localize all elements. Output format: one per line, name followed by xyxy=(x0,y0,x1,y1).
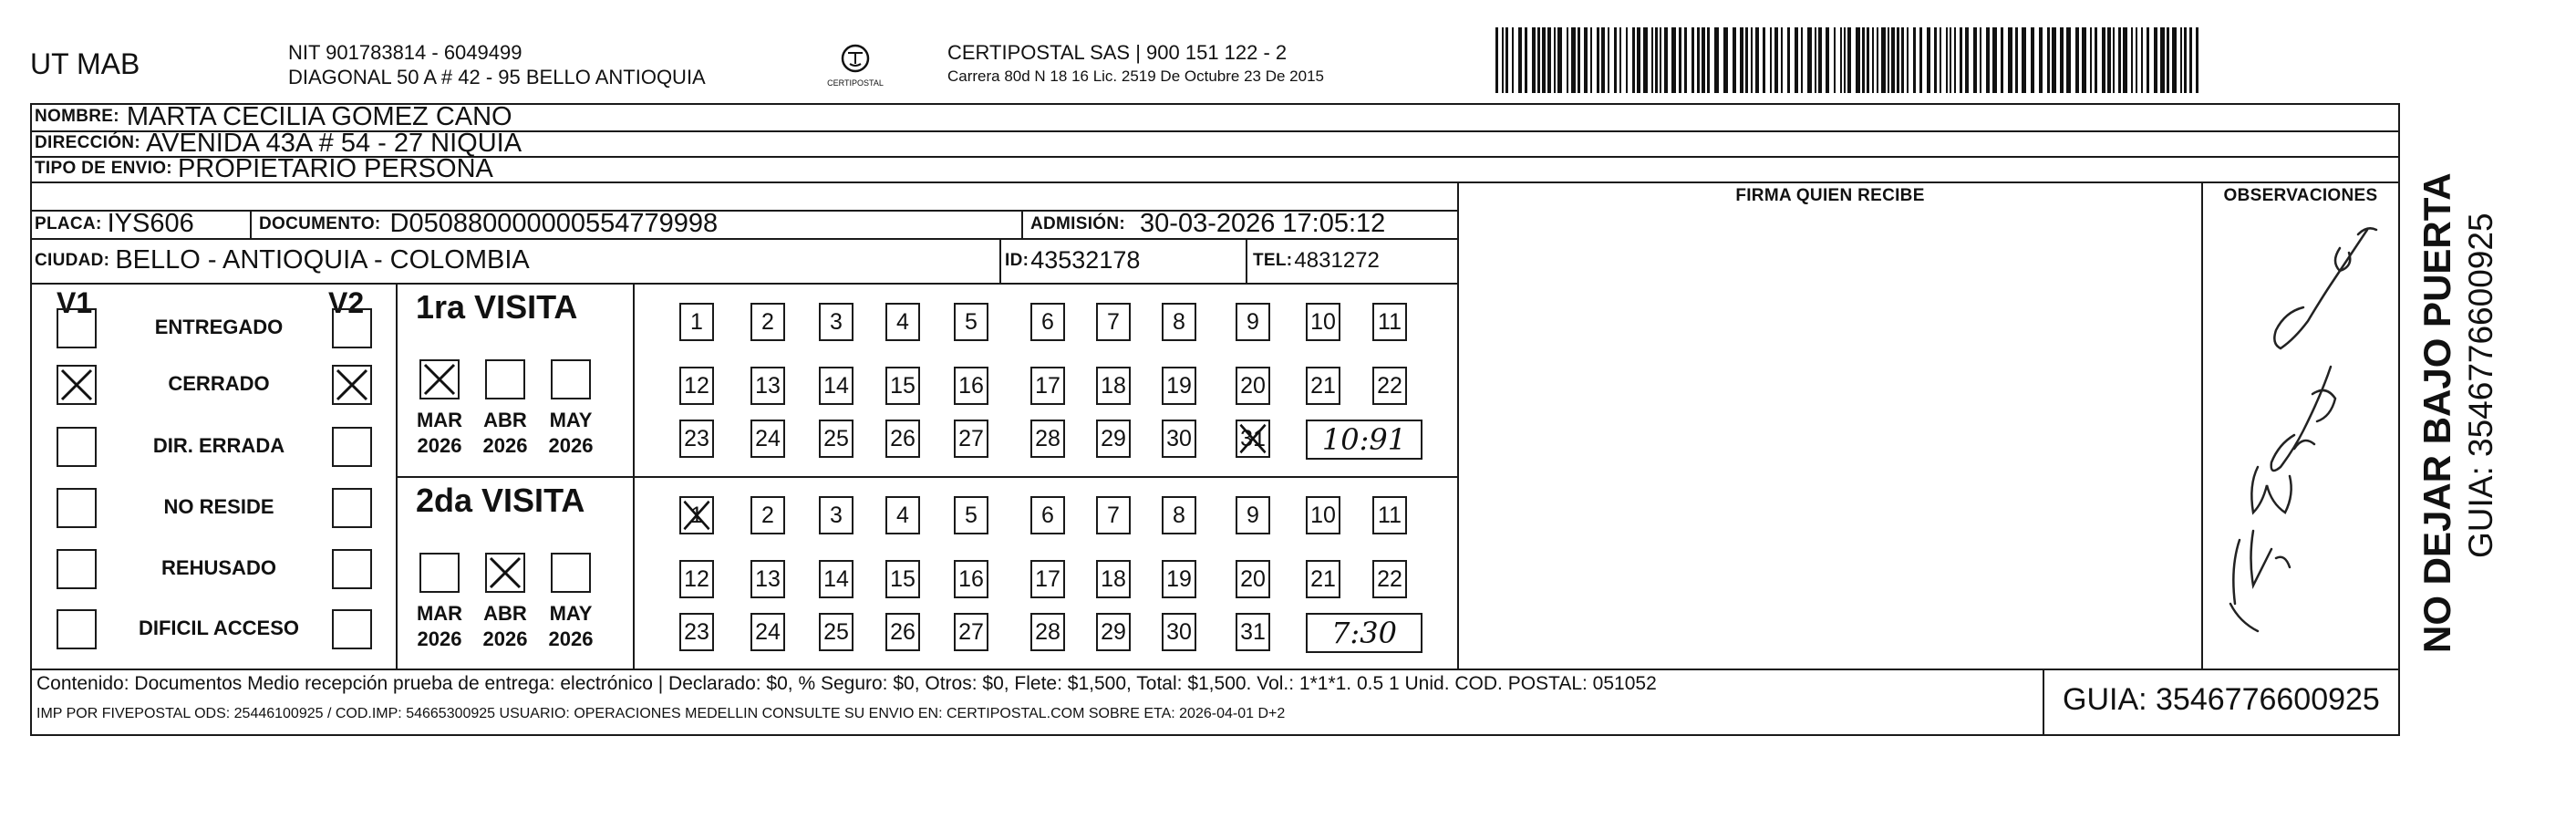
barcode-bar xyxy=(2102,27,2105,93)
barcode-bar xyxy=(1505,27,1508,93)
v1-checkbox[interactable] xyxy=(57,427,97,467)
v2-checkbox[interactable] xyxy=(332,488,372,528)
day-cell[interactable]: 15 xyxy=(885,560,920,598)
footer-line-2: IMP POR FIVEPOSTAL ODS: 25446100925 / COD.IMP: 54665300925 USUARIO: OPERACIONES MEDELLIN CONSULTE SU ENVIO EN: CERTIPOSTAL.COM SOBRE ETA: 2026-04-01 D+2 xyxy=(36,706,1286,721)
month-checkbox[interactable] xyxy=(419,553,460,593)
barcode-bar xyxy=(2095,27,2097,93)
tel-label: TEL: xyxy=(1253,250,1293,270)
barcode-bar xyxy=(1781,27,1783,93)
day-cell[interactable]: 18 xyxy=(1096,367,1131,405)
barcode-bar xyxy=(2118,27,2121,93)
barcode-bar xyxy=(2184,27,2187,93)
day-cell[interactable]: 16 xyxy=(954,367,988,405)
day-cell[interactable]: 8 xyxy=(1162,303,1196,341)
barcode-bar xyxy=(1597,27,1599,93)
barcode-bar xyxy=(1934,27,1937,93)
barcode-bar xyxy=(1537,27,1540,93)
status-option-label: REHUSADO xyxy=(161,556,276,579)
barcode-bar xyxy=(1608,27,1609,93)
barcode-bar xyxy=(1655,27,1658,93)
day-cell[interactable]: 11 xyxy=(1372,496,1407,534)
visit-title: 2da VISITA xyxy=(416,482,585,519)
barcode-bar xyxy=(2031,27,2034,93)
year-label: 2026 xyxy=(548,627,594,650)
month-checkbox[interactable] xyxy=(551,359,591,399)
day-cell[interactable]: 17 xyxy=(1030,560,1065,598)
frame-bottom xyxy=(30,734,2400,736)
year-label: 2026 xyxy=(482,434,528,457)
barcode-bar xyxy=(1844,27,1846,93)
barcode-bar xyxy=(1927,27,1930,93)
barcode-bar xyxy=(1862,27,1865,93)
barcode-bar xyxy=(1614,27,1617,93)
documento-value: D050880000000554779998 xyxy=(389,209,719,238)
day-cell[interactable]: 12 xyxy=(679,367,714,405)
tipo-label: TIPO DE ENVIO: xyxy=(35,159,172,178)
day-cell[interactable]: 19 xyxy=(1162,367,1196,405)
day-cell[interactable]: 2 xyxy=(750,496,785,534)
placa-value: IYS606 xyxy=(107,209,194,238)
certipostal-logo-icon xyxy=(826,40,885,95)
footer-guia: GUIA: 3546776600925 xyxy=(2063,682,2380,717)
barcode-bar xyxy=(2167,27,2169,93)
barcode-bar xyxy=(2113,27,2115,93)
day-cell[interactable]: 22 xyxy=(1372,560,1407,598)
tel-divider xyxy=(1246,238,1247,283)
ciudad-label: CIUDAD: xyxy=(35,250,110,270)
observaciones-label: OBSERVACIONES xyxy=(2223,186,2378,205)
barcode-bar xyxy=(1897,27,1899,93)
day-cell[interactable]: 16 xyxy=(954,560,988,598)
barcode-bar xyxy=(1787,27,1790,93)
documento-row xyxy=(259,210,718,238)
day-cell[interactable]: 23 xyxy=(679,613,714,651)
footer-top xyxy=(30,669,2400,670)
barcode-bar xyxy=(1946,27,1948,93)
barcode-bar xyxy=(1637,27,1640,93)
barcode-bar xyxy=(1733,27,1736,93)
barcode-bar xyxy=(2131,27,2133,93)
barcode-bar xyxy=(1992,27,1997,93)
barcode-bar xyxy=(1751,27,1753,93)
barcode-bar xyxy=(1707,27,1710,93)
v2-checkbox[interactable] xyxy=(332,427,372,467)
barcode-bar xyxy=(1578,27,1580,93)
barcode-bar xyxy=(1818,27,1822,93)
barcode-bar xyxy=(1571,27,1576,93)
barcode-bar xyxy=(2147,27,2149,93)
x-mark-icon xyxy=(421,361,458,398)
visit-time[interactable]: 7:30 xyxy=(1306,613,1422,653)
tel-row xyxy=(1253,246,1380,275)
v2-checkbox[interactable] xyxy=(332,609,372,649)
day-cell[interactable]: 25 xyxy=(819,420,853,458)
barcode-bar xyxy=(1973,27,1977,93)
barcode-bar xyxy=(1913,27,1916,93)
barcode-bar xyxy=(1714,27,1719,93)
v1-checkbox[interactable] xyxy=(57,549,97,589)
frame-right xyxy=(2398,103,2400,736)
day-cell[interactable]: 1 xyxy=(679,303,714,341)
nombre-row xyxy=(35,103,512,130)
barcode-bar xyxy=(2075,27,2079,93)
barcode-bar xyxy=(1960,27,1962,93)
barcode-bar xyxy=(2022,27,2026,93)
year-label: 2026 xyxy=(417,434,462,457)
barcode-bar xyxy=(2001,27,2003,93)
status-option-label: ENTREGADO xyxy=(154,316,284,338)
v2-checkbox[interactable] xyxy=(332,365,372,405)
nombre-value: MARTA CECILIA GOMEZ CANO xyxy=(126,101,512,131)
day-number: 31 xyxy=(1240,426,1266,451)
barcode-bar xyxy=(2066,27,2071,93)
day-cell[interactable]: 17 xyxy=(1030,367,1065,405)
barcode-bar xyxy=(1840,27,1842,93)
admision-value: 30-03-2026 17:05:12 xyxy=(1140,209,1386,238)
barcode-bar xyxy=(2141,27,2143,93)
day-cell[interactable]: 7 xyxy=(1096,496,1131,534)
barcode-bar xyxy=(1774,27,1778,93)
sender-name: UT MAB xyxy=(30,47,140,80)
barcode-bar xyxy=(1763,27,1765,93)
barcode-bar xyxy=(1872,27,1874,93)
barcode-bar xyxy=(2180,27,2182,93)
v1-checkbox[interactable] xyxy=(57,488,97,528)
barcode-bar xyxy=(1755,27,1759,93)
footer-line-1: Contenido: Documentos Medio recepción prueba de entrega: electrónico | Declarado: $0, % Seguro: $0, Otros: $0, Flete: $1,500, Total: $1,500. Vol.: 1*1*1. 0.5 1 Unid. COD. POSTAL: 051052 xyxy=(36,673,1657,694)
barcode-bar xyxy=(1702,27,1705,93)
day-cell[interactable]: 14 xyxy=(819,367,853,405)
firma-header xyxy=(1459,181,2201,210)
day-cell[interactable]: 19 xyxy=(1162,560,1196,598)
day-cell[interactable]: 15 xyxy=(885,367,920,405)
day-cell[interactable]: 8 xyxy=(1162,496,1196,534)
barcode-bar xyxy=(1557,27,1562,93)
frame-left xyxy=(30,103,32,736)
day-cell[interactable]: 26 xyxy=(885,613,920,651)
barcode-bar xyxy=(2052,27,2056,93)
tel-value: 4831272 xyxy=(1294,247,1380,273)
day-cell[interactable]: 27 xyxy=(954,613,988,651)
day-cell[interactable]: 31 xyxy=(1236,613,1270,651)
barcode-bar xyxy=(1525,27,1527,93)
x-mark-icon xyxy=(58,367,95,403)
day-number: 1 xyxy=(690,503,703,528)
barcode-bar xyxy=(1532,27,1536,93)
barcode-bar xyxy=(1697,27,1700,93)
day-cell[interactable] xyxy=(679,496,714,534)
month-label: MAR xyxy=(416,602,463,625)
barcode-bar xyxy=(1907,27,1909,93)
barcode-bar xyxy=(1590,27,1592,93)
v2-checkbox[interactable] xyxy=(332,549,372,589)
footer-guia-divider xyxy=(2043,669,2044,734)
no-dejar-warning: NO DEJAR BAJO PUERTA xyxy=(2416,172,2458,653)
barcode-bar xyxy=(1512,27,1514,93)
tipo-row xyxy=(35,153,493,183)
barcode-bar xyxy=(2015,27,2018,93)
visit-divider xyxy=(396,476,1457,478)
barcode-bar xyxy=(1643,27,1648,93)
barcode-bar xyxy=(1847,27,1851,93)
barcode-bar xyxy=(1965,27,1969,93)
id-label: ID: xyxy=(1005,250,1029,270)
month-checkbox[interactable] xyxy=(485,553,525,593)
day-cell[interactable]: 25 xyxy=(819,613,853,651)
barcode-bar xyxy=(2172,27,2177,93)
day-cell[interactable]: 6 xyxy=(1030,496,1065,534)
ciudad-value: BELLO - ANTIOQUIA - COLOMBIA xyxy=(115,245,530,275)
admision-row xyxy=(1030,210,1385,238)
barcode-bar xyxy=(1601,27,1605,93)
placa-row xyxy=(35,210,194,238)
v2-label: V2 xyxy=(328,286,365,319)
barcode-bar xyxy=(1684,27,1687,93)
v1-checkbox[interactable] xyxy=(57,308,97,348)
barcode-bar xyxy=(1807,27,1812,93)
day-cell[interactable]: 6 xyxy=(1030,303,1065,341)
month-label: ABR xyxy=(483,602,527,625)
barcode-bar xyxy=(2189,27,2192,93)
barcode-bar xyxy=(1856,27,1860,93)
barcode-bar xyxy=(1770,27,1772,93)
day-cell[interactable]: 9 xyxy=(1236,496,1270,534)
status-divider xyxy=(396,283,398,669)
barcode-bar xyxy=(1723,27,1728,93)
id-value: 43532178 xyxy=(1030,246,1141,274)
handwriting-strokes xyxy=(2203,212,2398,668)
day-cell[interactable]: 5 xyxy=(954,303,988,341)
status-option-label: DIR. ERRADA xyxy=(152,434,285,457)
barcode-bar xyxy=(1632,27,1635,93)
barcode-bar xyxy=(1826,27,1829,93)
day-cell[interactable]: 4 xyxy=(885,496,920,534)
firma-left xyxy=(1457,181,1459,669)
month-label: MAR xyxy=(416,409,463,431)
day-cell[interactable]: 29 xyxy=(1096,613,1131,651)
barcode-bar xyxy=(1867,27,1869,93)
barcode-bar xyxy=(1986,27,1990,93)
day-cell[interactable]: 21 xyxy=(1306,560,1340,598)
year-label: 2026 xyxy=(417,627,462,650)
barcode-bar xyxy=(1691,27,1694,93)
barcode xyxy=(1495,27,2199,93)
day-cell[interactable]: 12 xyxy=(679,560,714,598)
v1-checkbox[interactable] xyxy=(57,609,97,649)
handwritten-signature xyxy=(2203,212,2398,668)
day-cell[interactable]: 20 xyxy=(1236,367,1270,405)
day-cell[interactable]: 13 xyxy=(750,367,785,405)
day-cell[interactable]: 10 xyxy=(1306,303,1340,341)
sender-nit: NIT 901783814 - 6049499 xyxy=(288,41,522,64)
month-checkbox[interactable] xyxy=(485,359,525,399)
day-cell[interactable]: 28 xyxy=(1030,420,1065,458)
barcode-bar xyxy=(1495,27,1498,93)
month-checkbox[interactable] xyxy=(419,359,460,399)
barcode-bar xyxy=(2136,27,2137,93)
day-cell[interactable]: 2 xyxy=(750,303,785,341)
barcode-bar xyxy=(2082,27,2086,93)
ciudad-row xyxy=(35,246,530,275)
documento-label: DOCUMENTO: xyxy=(259,213,381,233)
day-cell[interactable]: 3 xyxy=(819,303,853,341)
barcode-bar xyxy=(1660,27,1661,93)
day-cell[interactable]: 13 xyxy=(750,560,785,598)
day-cell[interactable]: 23 xyxy=(679,420,714,458)
admision-label: ADMISIÓN: xyxy=(1030,213,1126,233)
placa-label: PLACA: xyxy=(35,213,102,233)
barcode-bar xyxy=(1502,27,1504,93)
barcode-bar xyxy=(2154,27,2157,93)
barcode-bar xyxy=(1567,27,1568,93)
barcode-bar xyxy=(1554,27,1556,93)
direccion-row xyxy=(35,130,522,156)
status-option-label: CERRADO xyxy=(168,372,270,395)
day-cell[interactable]: 5 xyxy=(954,496,988,534)
barcode-bar xyxy=(1940,27,1941,93)
day-cell[interactable]: 18 xyxy=(1096,560,1131,598)
barcode-bar xyxy=(2107,27,2111,93)
x-mark-icon xyxy=(334,367,370,403)
barcode-bar xyxy=(1801,27,1803,93)
id-divider xyxy=(999,238,1001,283)
barcode-bar xyxy=(2008,27,2012,93)
day-cell[interactable]: 11 xyxy=(1372,303,1407,341)
sender-address: DIAGONAL 50 A # 42 - 95 BELLO ANTIOQUIA xyxy=(288,66,706,88)
barcode-bar xyxy=(1626,27,1628,93)
barcode-bar xyxy=(1954,27,1956,93)
barcode-bar xyxy=(2060,27,2064,93)
barcode-bar xyxy=(1881,27,1886,93)
barcode-bar xyxy=(1671,27,1676,93)
barcode-bar xyxy=(1877,27,1878,93)
year-label: 2026 xyxy=(482,627,528,650)
admision-divider xyxy=(1021,210,1023,238)
day-cell[interactable]: 10 xyxy=(1306,496,1340,534)
x-mark-icon xyxy=(487,555,523,591)
barcode-bar xyxy=(1888,27,1889,93)
firma-label: FIRMA QUIEN RECIBE xyxy=(1735,186,1925,205)
barcode-bar xyxy=(1542,27,1546,93)
day-cell[interactable]: 27 xyxy=(954,420,988,458)
day-cell[interactable] xyxy=(1236,420,1270,458)
day-cell[interactable]: 30 xyxy=(1162,420,1196,458)
day-cell[interactable]: 21 xyxy=(1306,367,1340,405)
year-label: 2026 xyxy=(548,434,594,457)
barcode-bar xyxy=(1795,27,1798,93)
day-cell[interactable]: 14 xyxy=(819,560,853,598)
month-checkbox[interactable] xyxy=(551,553,591,593)
barcode-bar xyxy=(1815,27,1816,93)
barcode-bar xyxy=(2160,27,2165,93)
barcode-bar xyxy=(1745,27,1748,93)
v1-checkbox[interactable] xyxy=(57,365,97,405)
barcode-bar xyxy=(1919,27,1922,93)
v1-label: V1 xyxy=(57,286,93,319)
month-divider xyxy=(633,283,635,669)
placa-divider xyxy=(250,210,252,238)
logo-text: CERTIPOSTAL xyxy=(827,78,884,88)
barcode-bar xyxy=(1834,27,1836,93)
month-label: ABR xyxy=(483,409,527,431)
v2-checkbox[interactable] xyxy=(332,308,372,348)
barcode-bar xyxy=(1891,27,1895,93)
day-cell[interactable]: 29 xyxy=(1096,420,1131,458)
tipo-value: PROPIETARIO PERSONA xyxy=(177,153,493,183)
barcode-bar xyxy=(1679,27,1681,93)
barcode-bar xyxy=(1980,27,1981,93)
nombre-label: NOMBRE: xyxy=(35,107,119,126)
day-cell[interactable]: 28 xyxy=(1030,613,1065,651)
direccion-label: DIRECCIÓN: xyxy=(35,133,140,152)
observaciones-header xyxy=(2203,181,2398,210)
day-cell[interactable]: 22 xyxy=(1372,367,1407,405)
row-line-6 xyxy=(30,283,1457,285)
day-cell[interactable]: 9 xyxy=(1236,303,1270,341)
barcode-bar xyxy=(2196,27,2198,93)
barcode-bar xyxy=(1664,27,1668,93)
barcode-bar xyxy=(2039,27,2043,93)
status-option-label: DIFICIL ACCESO xyxy=(138,617,299,639)
day-cell[interactable]: 26 xyxy=(885,420,920,458)
day-cell[interactable]: 7 xyxy=(1096,303,1131,341)
direccion-value: AVENIDA 43A # 54 - 27 NIQUIA xyxy=(145,128,522,158)
barcode-bar xyxy=(1651,27,1653,93)
id-row xyxy=(1005,246,1140,275)
month-label: MAY xyxy=(549,409,593,431)
status-option-label: NO RESIDE xyxy=(163,495,274,518)
barcode-bar xyxy=(2123,27,2127,93)
day-cell[interactable]: 24 xyxy=(750,613,785,651)
guia-vertical: GUIA: 3546776600925 xyxy=(2462,213,2499,558)
barcode-bar xyxy=(1584,27,1588,93)
barcode-bar xyxy=(1518,27,1522,93)
day-cell[interactable]: 3 xyxy=(819,496,853,534)
visit-title: 1ra VISITA xyxy=(416,288,578,326)
barcode-bar xyxy=(2047,27,2050,93)
barcode-bar xyxy=(1740,27,1743,93)
visit-time[interactable]: 10:91 xyxy=(1306,420,1422,460)
day-cell[interactable]: 20 xyxy=(1236,560,1270,598)
certipostal-logo xyxy=(826,40,885,95)
barcode-bar xyxy=(1619,27,1621,93)
barcode-bar xyxy=(1901,27,1904,93)
day-cell[interactable]: 30 xyxy=(1162,613,1196,651)
month-label: MAY xyxy=(549,602,593,625)
company-name: CERTIPOSTAL SAS | 900 151 122 - 2 xyxy=(947,41,1288,64)
barcode-bar xyxy=(2090,27,2092,93)
day-cell[interactable]: 4 xyxy=(885,303,920,341)
barcode-bar xyxy=(1547,27,1551,93)
day-cell[interactable]: 24 xyxy=(750,420,785,458)
company-address: Carrera 80d N 18 16 Lic. 2519 De Octubre 23 De 2015 xyxy=(947,67,1324,85)
barcode-bar xyxy=(1950,27,1951,93)
